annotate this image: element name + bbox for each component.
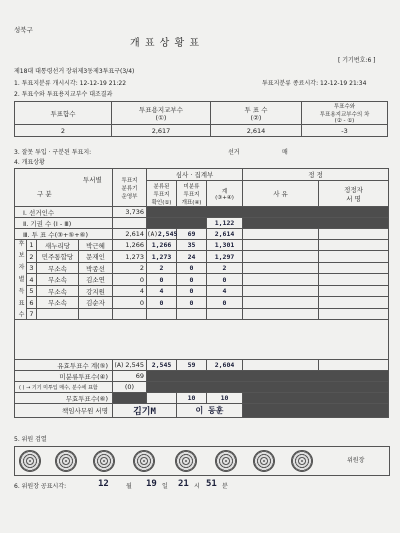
shaded-cell xyxy=(113,393,147,404)
candidate-name: 박종선 xyxy=(79,262,113,273)
candidate-classified: 2 xyxy=(147,262,177,273)
candidate-classified: 1,273 xyxy=(147,251,177,262)
seal-stamp xyxy=(93,450,115,472)
candidate-classified: 1,266 xyxy=(147,240,177,251)
header-classified: 분류된 투표지 확인(①) xyxy=(147,181,177,207)
candidate-party: 무소속 xyxy=(37,285,79,296)
month-unit: 월 xyxy=(126,483,132,490)
candidate-no: 4 xyxy=(27,274,37,285)
row-electorate-machine: 3,736 xyxy=(113,207,147,218)
row-invalid-label: 무효투표수(⑥) xyxy=(15,393,113,404)
candidate-total: 0 xyxy=(207,274,243,285)
candidate-classified: 0 xyxy=(147,297,177,308)
candidate-unclassified: 0 xyxy=(177,262,207,273)
candidate-unclassified: 0 xyxy=(177,285,207,296)
box-count-value: 2 xyxy=(15,125,112,137)
row-valid-unclassified: 59 xyxy=(177,360,207,371)
seal-stamp xyxy=(175,450,197,472)
count-table xyxy=(14,168,389,418)
machine-number: [ 기기번호:6 ] xyxy=(338,57,376,64)
row-votes-unclassified: 69 xyxy=(177,229,207,240)
category-label: 구 분 xyxy=(37,190,52,198)
candidate-classified: 4 xyxy=(147,285,177,296)
seal-stamp xyxy=(291,450,313,472)
row-valid-label: 유효투표수 계(⑤) xyxy=(15,360,113,371)
candidate-name: 박근혜 xyxy=(79,240,113,251)
section3-unit: 매 xyxy=(282,149,288,156)
row-valid-classified: 2,545 xyxy=(147,360,177,371)
shaded-cell xyxy=(147,207,389,218)
candidate-row xyxy=(15,274,389,285)
seal-stamp xyxy=(55,450,77,472)
row-votes-total: 2,614 xyxy=(207,229,243,240)
candidate-machine: 1,273 xyxy=(113,251,147,262)
candidate-no: 6 xyxy=(27,297,37,308)
seal-stamp xyxy=(215,450,237,472)
candidate-row xyxy=(15,262,389,273)
header-machine: 투표지 분류기 운영부 xyxy=(113,169,147,207)
header-total: 계 (③+④) xyxy=(207,181,243,207)
page-title: 개 표 상 황 표 xyxy=(130,38,201,49)
seal-stamp xyxy=(133,450,155,472)
candidate-machine: 2 xyxy=(113,262,147,273)
row-valid-machine: (A) 2,545 xyxy=(113,360,147,371)
section5-title: 5. 위원 검열 xyxy=(14,436,47,443)
header-difference: 투표수와 투표용지교부수의 차 (② - ①) xyxy=(302,102,388,125)
row-unclassified-label: 미분류투표수(④) xyxy=(15,371,113,382)
candidate-total: 0 xyxy=(207,297,243,308)
candidate-party: 무소속 xyxy=(37,274,79,285)
party-label: 투서별 xyxy=(83,176,102,184)
candidate-total: 4 xyxy=(207,285,243,296)
row-invalid-total: 10 xyxy=(207,393,243,404)
section2-title: 2. 투표수와 투표용지교부수 대조결과 xyxy=(14,91,113,98)
candidate-unclassified: 0 xyxy=(177,274,207,285)
row-note-label: ( ) → 기기 미투입 매수, 분수에 표함 xyxy=(15,382,113,393)
shaded-cell xyxy=(243,393,389,404)
candidate-machine: 1,266 xyxy=(113,240,147,251)
header-unclassified: 미분류 투표지 개표(④) xyxy=(177,181,207,207)
row-votes-machine: 2,614 xyxy=(113,229,147,240)
row-signer-label: 책임사무원 서명 xyxy=(15,404,113,418)
candidate-name: 문재인 xyxy=(79,251,113,262)
header-votes: 투 표 수 (②) xyxy=(211,102,302,125)
candidate-no: 3 xyxy=(27,262,37,273)
header-issued: 투표용지교부수 (①) xyxy=(112,102,211,125)
candidate-party: 새누리당 xyxy=(37,240,79,251)
row-note-value: (0) xyxy=(113,382,147,393)
row-electorate-label: Ⅰ. 선거인수 xyxy=(15,207,113,218)
candidate-no: 7 xyxy=(27,308,37,320)
signature-2: 이 동훈 xyxy=(177,404,243,418)
announce-day: 19 xyxy=(146,479,157,489)
shaded-cell xyxy=(243,404,389,418)
section3-label: 3. 잘못 투입 · 구분된 투표지: xyxy=(14,149,92,156)
candidate-name: 김소연 xyxy=(79,274,113,285)
candidate-unclassified: 24 xyxy=(177,251,207,262)
candidate-total: 2 xyxy=(207,262,243,273)
committee-seal-row xyxy=(14,446,390,476)
candidate-total: 1,297 xyxy=(207,251,243,262)
candidate-classified: 0 xyxy=(147,274,177,285)
header-signer: 정정자 서 명 xyxy=(319,181,389,207)
day-unit: 일 xyxy=(162,483,168,490)
comparison-table xyxy=(14,101,388,137)
row-invalid-unclassified: 10 xyxy=(177,393,207,404)
seal-stamp xyxy=(19,450,41,472)
minute-unit: 분 xyxy=(222,483,228,490)
district-label: 성북구 xyxy=(14,26,33,34)
vertical-candidate-label: 후 보 자 별 득 표 수 xyxy=(15,240,27,320)
row-votes-classified: (A)2,545 xyxy=(147,230,178,238)
candidate-name: 김순자 xyxy=(79,297,113,308)
chairman-label: 위원장 xyxy=(347,457,365,464)
candidate-machine: 4 xyxy=(113,285,147,296)
candidate-unclassified: 35 xyxy=(177,240,207,251)
row-abstention-total: 1,122 xyxy=(207,218,243,229)
start-time: 1. 투표지분류 개시시각: 12-12-19 21:22 xyxy=(14,80,127,87)
election-name: 제18대 대통령선거 장위제3동제3투표구(3/4) xyxy=(14,68,135,75)
candidate-row xyxy=(15,297,389,308)
candidate-party: 민주통합당 xyxy=(37,251,79,262)
row-abstention-label: Ⅱ. 기권 수 (Ⅰ - Ⅲ) xyxy=(15,218,113,229)
announce-hour: 21 xyxy=(178,479,189,489)
candidate-party: 무소속 xyxy=(37,297,79,308)
shaded-cell xyxy=(147,218,207,229)
hour-unit: 시 xyxy=(194,483,200,490)
difference-value: -3 xyxy=(302,125,388,137)
section4-title: 4. 개표상황 xyxy=(14,159,45,166)
section3-election: 선거 xyxy=(228,149,240,156)
candidate-row xyxy=(15,240,389,251)
candidate-unclassified: 0 xyxy=(177,297,207,308)
row-valid-total: 2,604 xyxy=(207,360,243,371)
seal-stamp xyxy=(253,450,275,472)
candidate-no: 2 xyxy=(27,251,37,262)
announce-minute: 51 xyxy=(206,479,217,489)
candidate-row xyxy=(15,285,389,296)
candidate-no: 5 xyxy=(27,285,37,296)
header-reason: 사 유 xyxy=(243,181,319,207)
issued-value: 2,617 xyxy=(112,125,211,137)
signature-1: 김기M xyxy=(113,404,177,418)
candidate-party: 무소속 xyxy=(37,262,79,273)
candidate-machine: 0 xyxy=(113,274,147,285)
shaded-cell xyxy=(147,371,389,382)
header-review-group: 심사 · 집계부 xyxy=(147,169,243,181)
candidate-total: 1,301 xyxy=(207,240,243,251)
announce-month: 12 xyxy=(98,479,109,489)
shaded-cell xyxy=(147,382,389,393)
candidate-no: 1 xyxy=(27,240,37,251)
end-time: 투표지분류 종료시각: 12-12-19 21:34 xyxy=(262,80,367,87)
candidate-row xyxy=(15,308,389,320)
votes-value: 2,614 xyxy=(211,125,302,137)
header-box-count: 투표함수 xyxy=(15,102,112,125)
row-unclassified-machine: 69 xyxy=(113,371,147,382)
candidate-machine: 0 xyxy=(113,297,147,308)
shaded-cell xyxy=(243,218,389,229)
section6-label: 6. 위원장 공표시각: xyxy=(14,483,67,490)
header-correction: 정 정 xyxy=(243,169,389,181)
row-votes-label: Ⅲ. 투 표 수(③+⑤+⑥) xyxy=(15,229,113,240)
candidate-name: 강지원 xyxy=(79,285,113,296)
header-category xyxy=(15,169,113,207)
candidate-row xyxy=(15,251,389,262)
